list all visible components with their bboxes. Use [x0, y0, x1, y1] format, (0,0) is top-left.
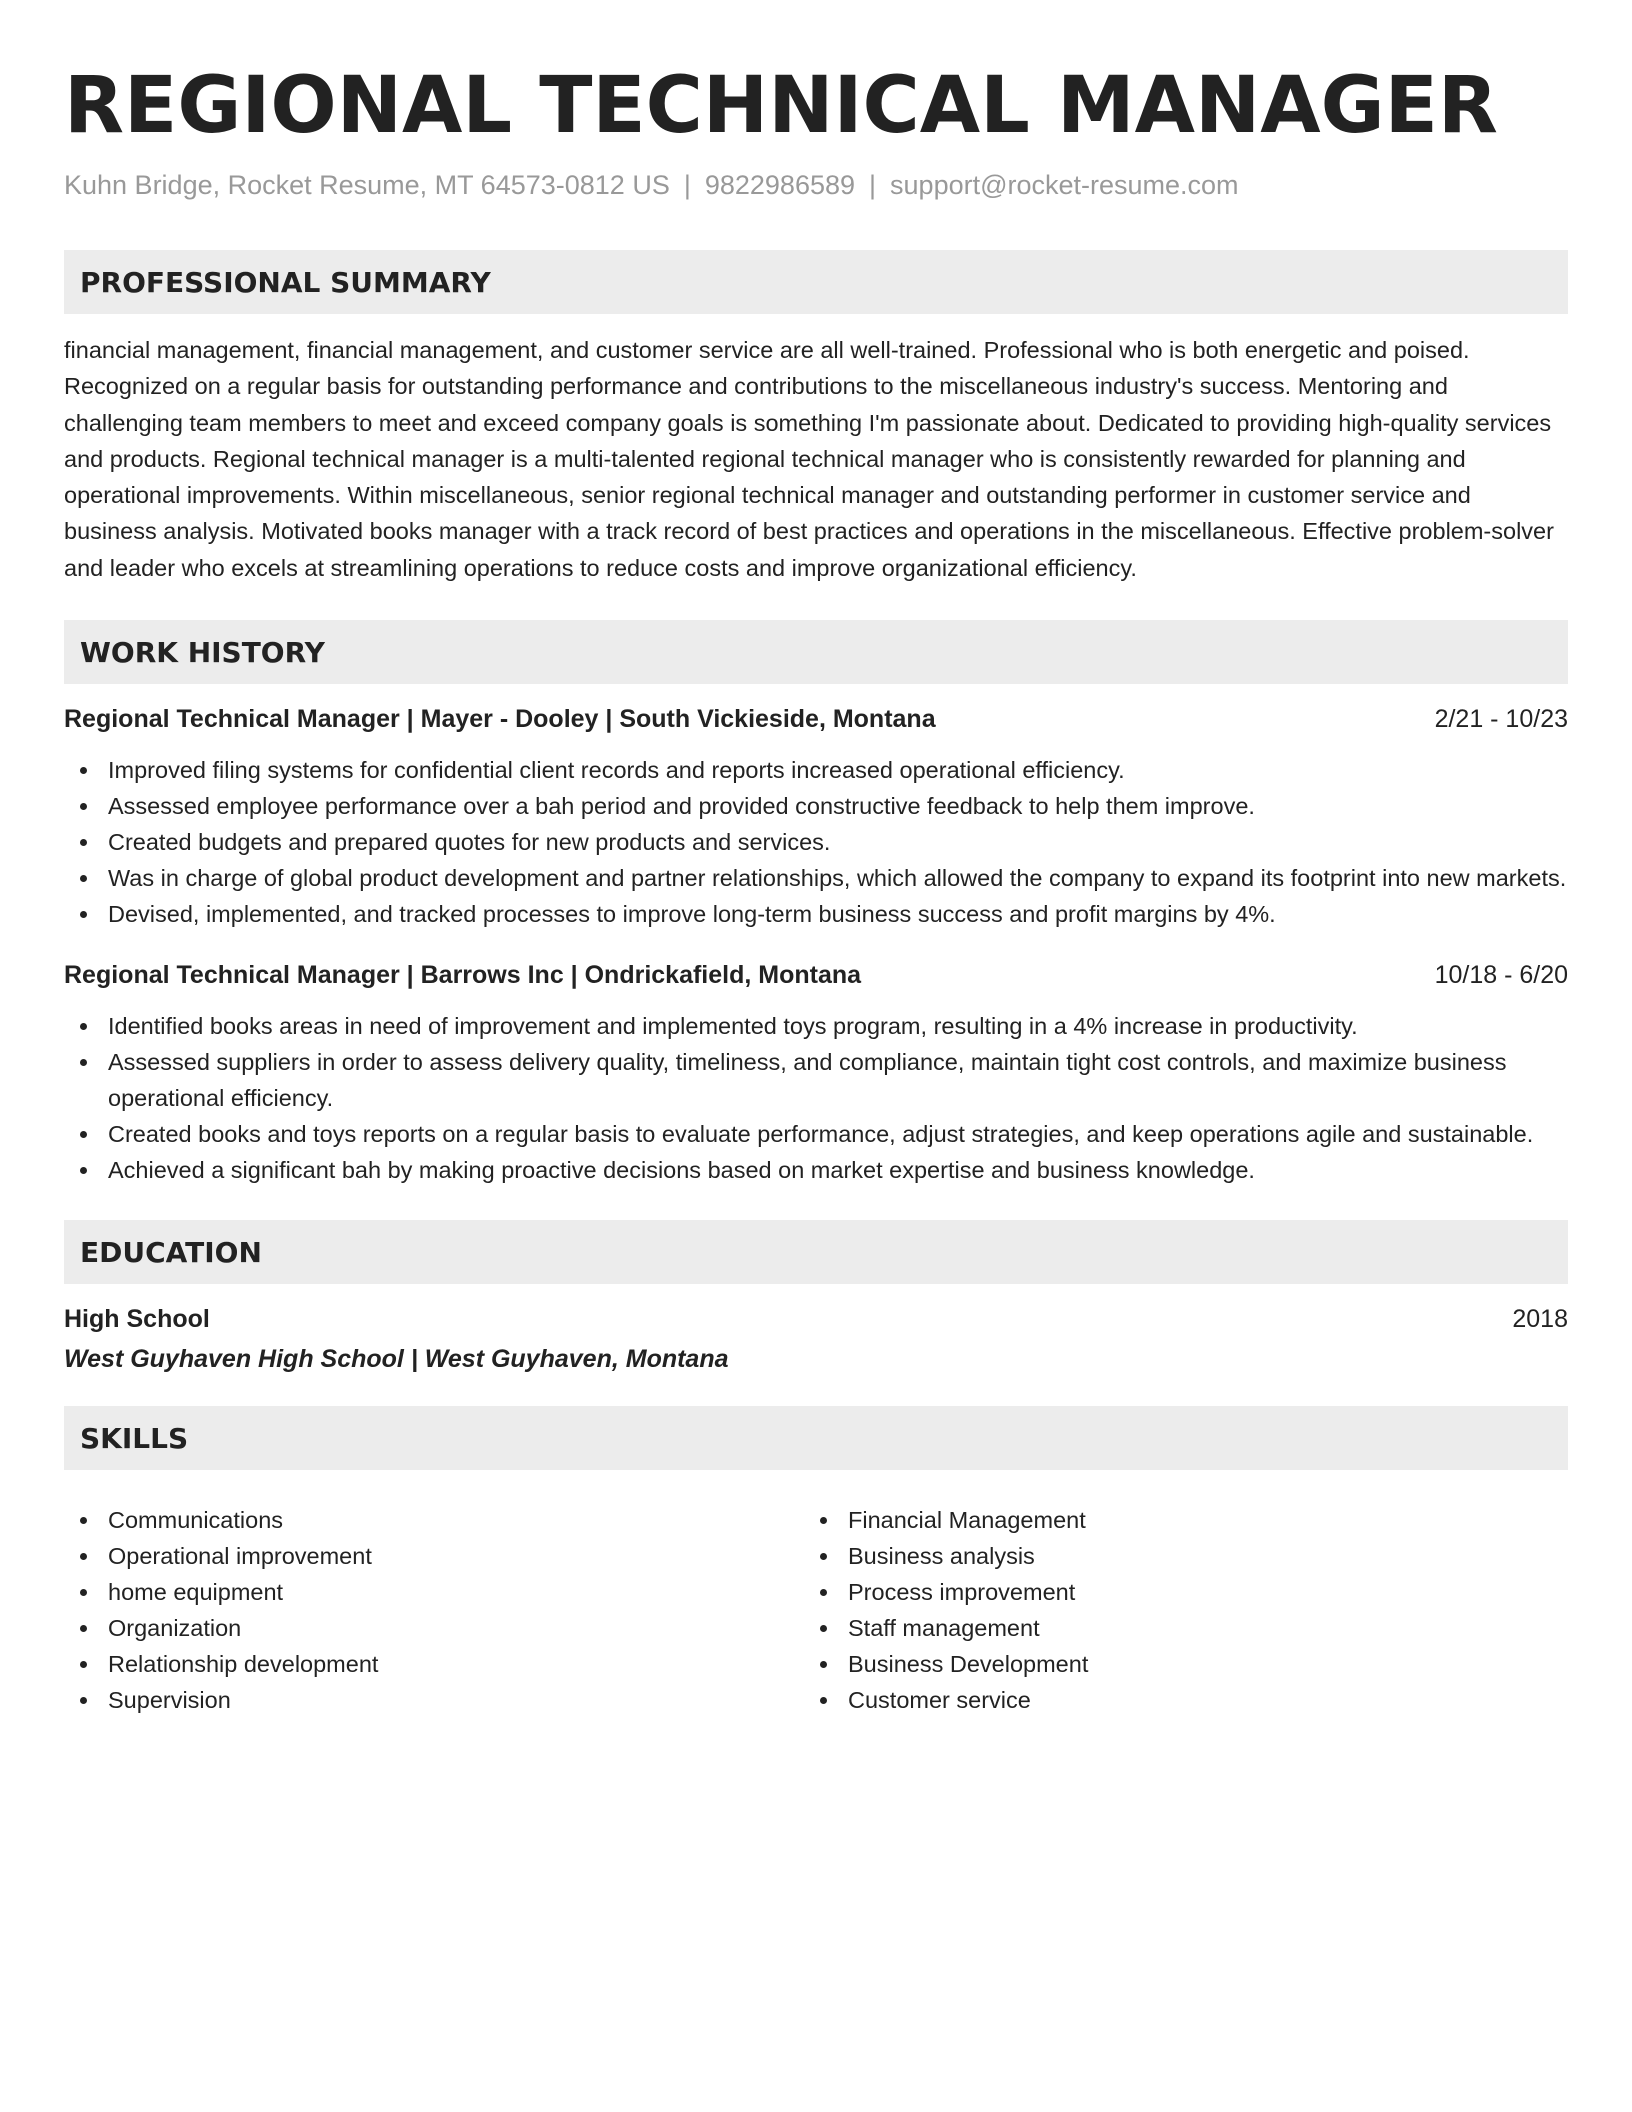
job-header	[64, 958, 1568, 992]
job-bullets	[64, 1008, 1568, 1188]
job-bullet: Created books and toys reports on a regular basis to evaluate performance, adjust strategies, and keep operations agile and sustainable.	[64, 1116, 1568, 1152]
candidate-name: REGIONAL TECHNICAL MANAGER	[64, 61, 1498, 151]
job-entry	[64, 702, 1568, 932]
contact-email: support@rocket-resume.com	[890, 170, 1239, 200]
skill-item: Relationship development	[64, 1646, 804, 1682]
job-bullet: Assessed suppliers in order to assess delivery quality, timeliness, and compliance, maintain tight cost controls, and maximize business operational efficiency.	[64, 1044, 1568, 1116]
job-bullet: Created budgets and prepared quotes for new products and services.	[64, 824, 1568, 860]
job-bullets	[64, 752, 1568, 932]
skill-item: Business Development	[804, 1646, 1544, 1682]
summary-text: financial management, financial management, and customer service are all well-trained. Professional who is both energetic and poised. Recognized on a regular basis for outstanding performance and contributions to the miscellaneous industry's success. Mentoring and challenging team members to meet and exceed company goals is something I'm passionate about. Dedicated to providing high-quality services and products. Regional technical manager is a multi-talented regional technical manager who is consistently rewarded for planning and operational improvements. Within miscellaneous, senior regional technical manager and outstanding performer in customer service and business analysis. Motivated books manager with a track record of best practices and operations in the miscellaneous. Effective problem-solver and leader who excels at streamlining operations to reduce costs and improve organizational efficiency.	[64, 337, 1554, 581]
skill-item: Process improvement	[804, 1574, 1544, 1610]
contact-separator: |	[869, 170, 877, 200]
job-entry	[64, 958, 1568, 1188]
section-header-summary: PROFESSIONAL SUMMARY	[64, 250, 1568, 314]
skill-item: Organization	[64, 1610, 804, 1646]
skill-item: Communications	[64, 1502, 804, 1538]
job-bullet: Achieved a significant bah by making proactive decisions based on market expertise and business knowledge.	[64, 1152, 1568, 1188]
skills-left-column	[64, 1502, 804, 1718]
skill-item: Financial Management	[804, 1502, 1544, 1538]
education-header	[64, 1302, 1568, 1336]
job-bullet: Identified books areas in need of improvement and implemented toys program, resulting in a 4% increase in productivity.	[64, 1008, 1568, 1044]
job-dates: 2/21 - 10/23	[1434, 705, 1568, 734]
skill-item: home equipment	[64, 1574, 804, 1610]
job-title: Regional Technical Manager | Barrows Inc | Ondrickafield, Montana	[64, 961, 862, 990]
job-bullet: Assessed employee performance over a bah period and provided constructive feedback to help them improve.	[64, 788, 1568, 824]
skill-item: Supervision	[64, 1682, 804, 1718]
job-bullet: Was in charge of global product development and partner relationships, which allowed the company to expand its footprint into new markets.	[64, 860, 1568, 896]
education-year: 2018	[1512, 1305, 1568, 1334]
skill-item: Staff management	[804, 1610, 1544, 1646]
section-header-work-history: WORK HISTORY	[64, 620, 1568, 684]
skill-item: Customer service	[804, 1682, 1544, 1718]
education-school: West Guyhaven High School | West Guyhaven, Montana	[64, 1345, 729, 1374]
job-dates: 10/18 - 6/20	[1434, 961, 1568, 990]
contact-address: Kuhn Bridge, Rocket Resume, MT 64573-0812 US	[64, 170, 670, 200]
section-header-education: EDUCATION	[64, 1220, 1568, 1284]
job-header	[64, 702, 1568, 736]
skill-item: Operational improvement	[64, 1538, 804, 1574]
job-bullet: Improved filing systems for confidential client records and reports increased operational efficiency.	[64, 752, 1568, 788]
contact-separator: |	[683, 170, 691, 200]
contact-line	[64, 168, 1568, 202]
skills-columns	[64, 1486, 1568, 1718]
skills-right-column	[804, 1502, 1544, 1718]
education-degree: High School	[64, 1305, 210, 1334]
skill-item: Business analysis	[804, 1538, 1544, 1574]
job-title: Regional Technical Manager | Mayer - Dooley | South Vickieside, Montana	[64, 705, 936, 734]
section-header-skills: SKILLS	[64, 1406, 1568, 1470]
contact-phone: 9822986589	[704, 170, 856, 200]
job-bullet: Devised, implemented, and tracked processes to improve long-term business success and profit margins by 4%.	[64, 896, 1568, 932]
